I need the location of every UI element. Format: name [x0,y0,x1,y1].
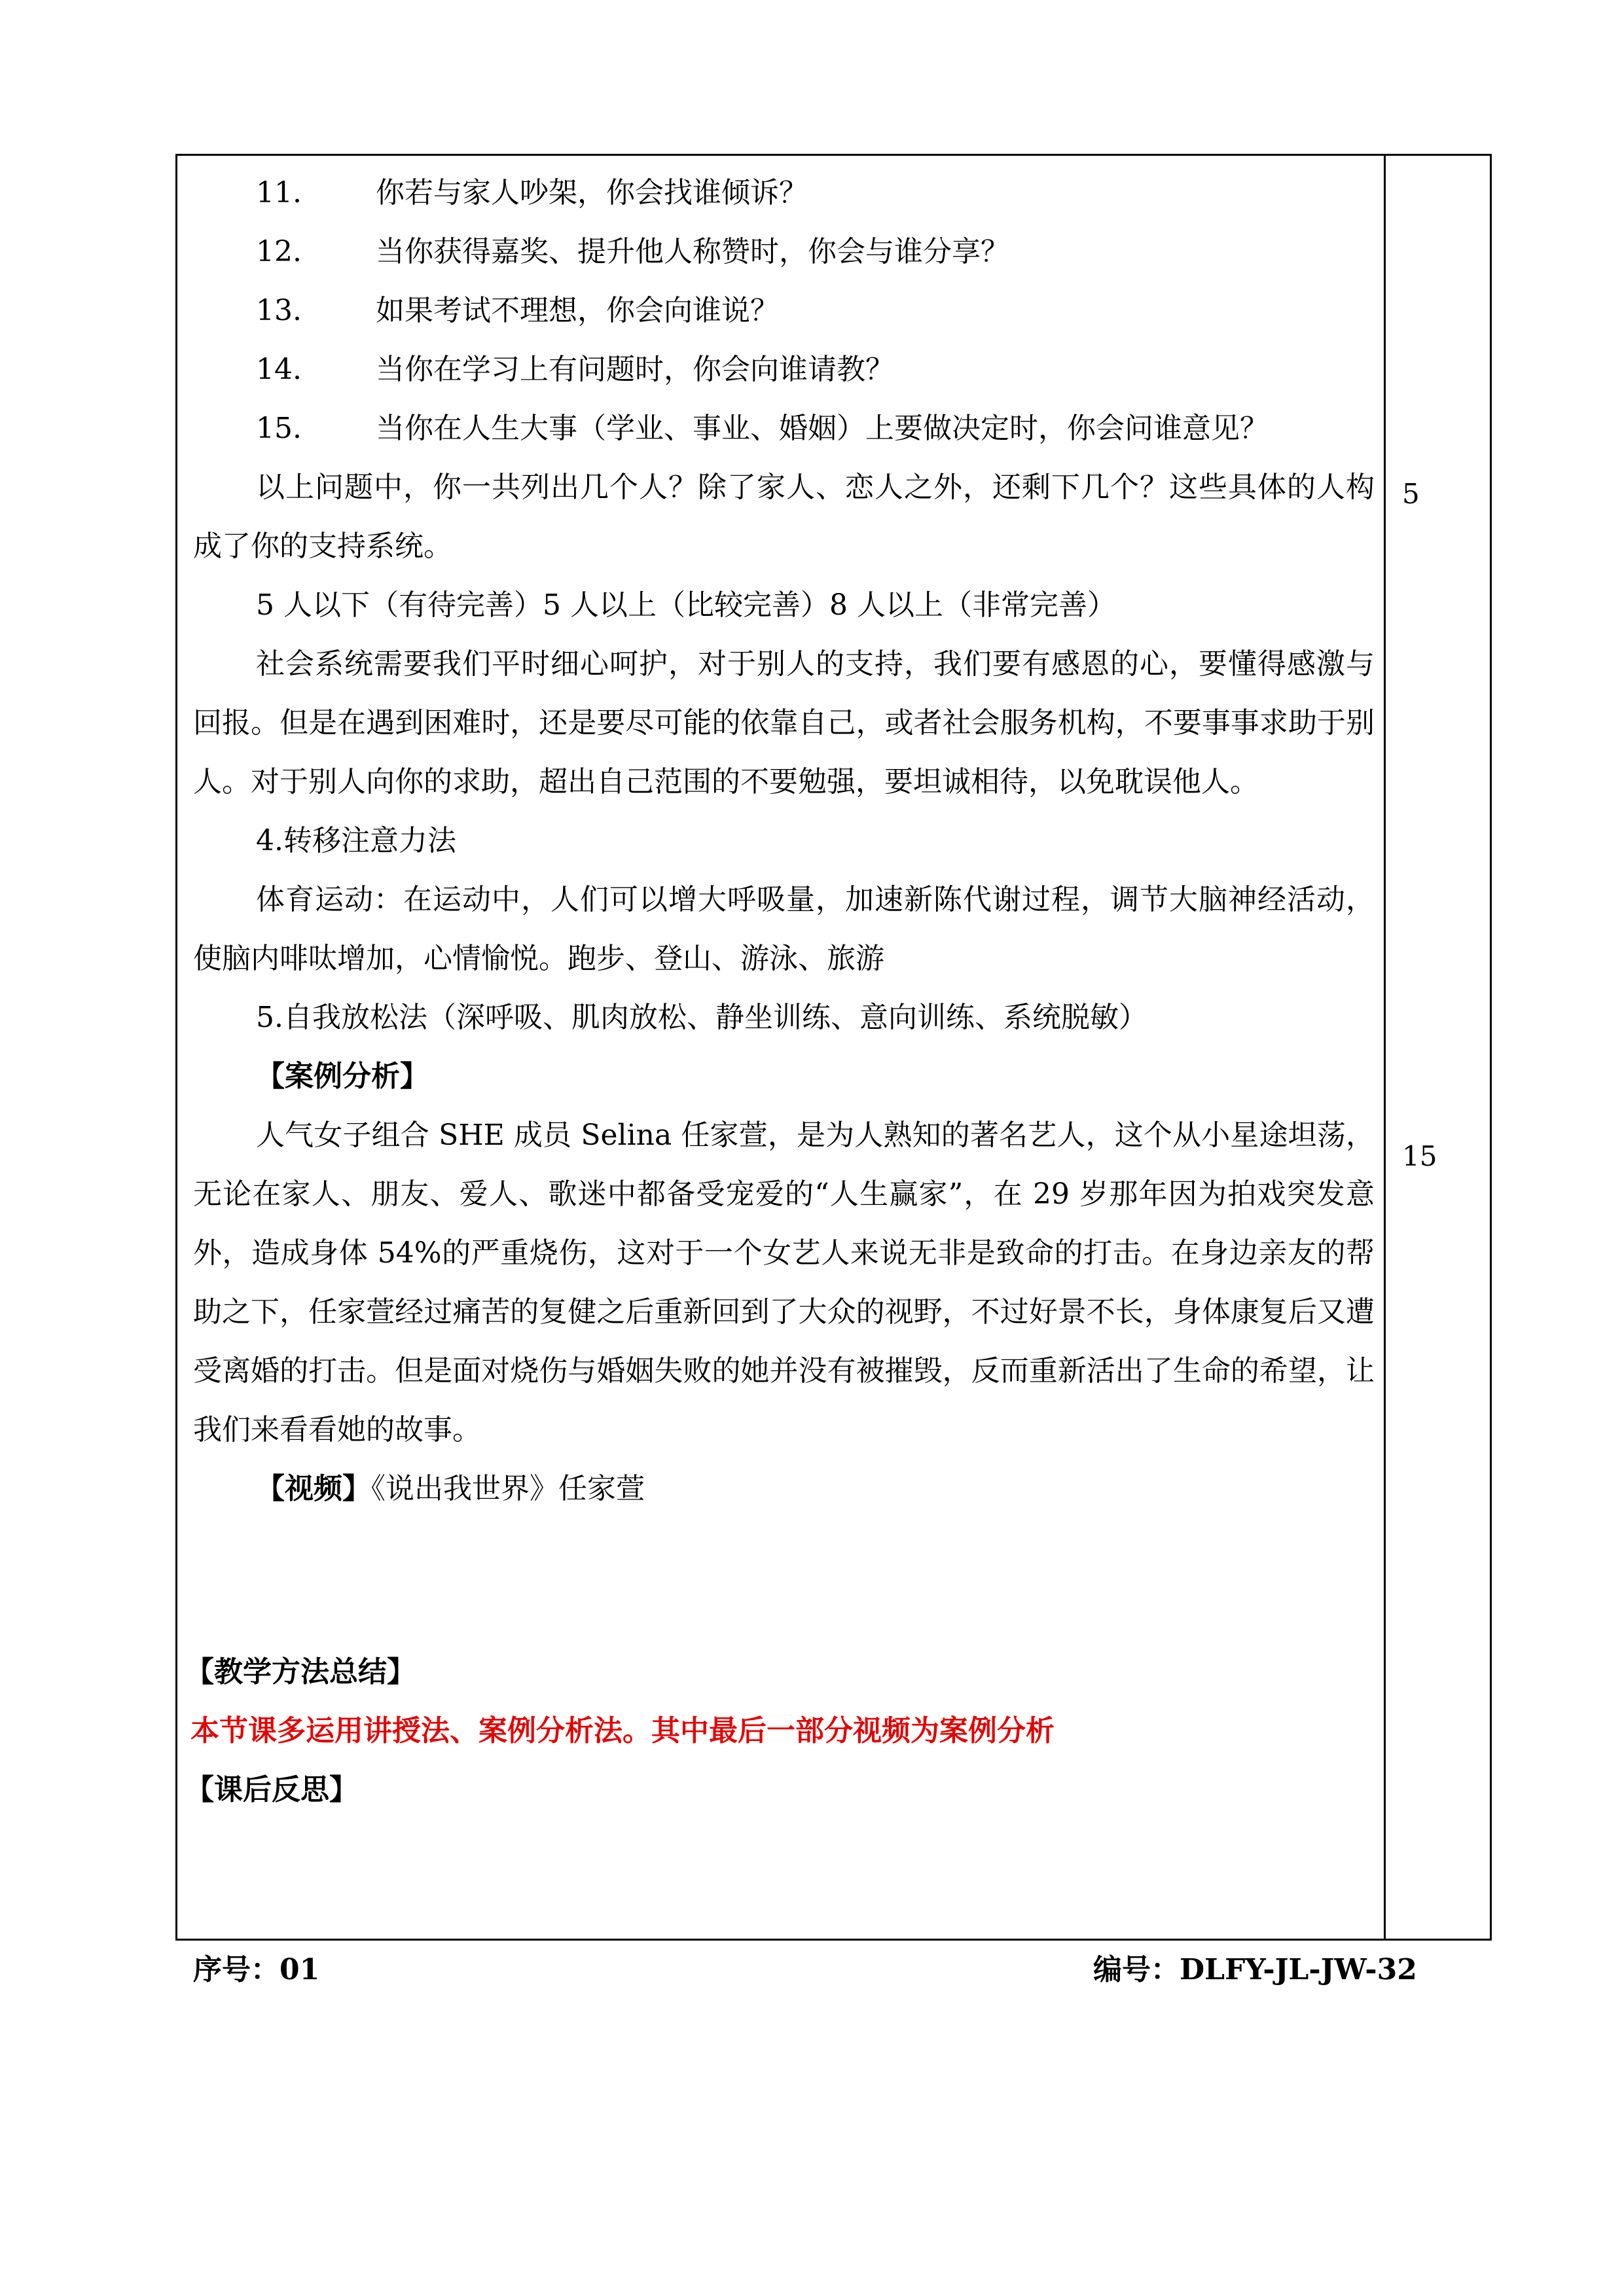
spacer [193,1518,1375,1643]
question-item: 14. 当你在学习上有问题时，你会向谁请教？ [256,353,894,386]
reflection-title: 【课后反思】 [185,1773,358,1806]
case-paragraph: 人气女子组合 SHE 成员 Selina 任家萱，是为人熟知的著名艺人，这个从小星途坦荡，无论在家人、朋友、爱人、歌迷中都备受宠爱的“人生赢家”，在 29 岁那年因为拍戏突发意外，造成身体 54%的严重烧伤，这对于一个女艺人来说无非是致命的打击。在身边亲友的帮助之下，任家萱经过痛苦的复健之后重新回到了大众的视野，不过好景不长，身体康复后又遭受离婚的打击。但是面对烧伤与婚姻失败的她并没有被摧毁，反而重新活出了生命的希望，让我们来看看她的故事。 [193,1119,1375,1446]
time-value: 15 [1402,1140,1437,1172]
question-item: 11. 你若与家人吵架，你会找谁倾诉？ [256,176,808,209]
method-summary-title: 【教学方法总结】 [185,1655,416,1689]
case-analysis-title: 【案例分析】 [256,1060,429,1093]
question-item: 13. 如果考试不理想，你会向谁说？ [256,294,779,327]
summary-paragraph: 以上问题中，你一共列出几个人？除了家人、恋人之外，还剩下几个？这些具体的人构成了你的支持系统。 [193,471,1375,563]
question-item: 12. 当你获得嘉奖、提升他人称赞时，你会与谁分享？ [256,235,1009,268]
serial-number: 序号：01 [193,1953,320,1986]
document-code: 编号：DLFY-JL-JW-32 [1093,1953,1417,1986]
lesson-content [185,164,1375,1820]
video-line: 【视频】《说出我世界》任家萱 [256,1472,645,1505]
scale-line: 5 人以下（有待完善）5 人以上（比较完善）8 人以上（非常完善） [256,588,1116,622]
time-value: 5 [1402,478,1420,510]
sports-paragraph: 体育运动：在运动中，人们可以增大呼吸量，加速新陈代谢过程，调节大脑神经活动，使脑内啡呔增加，心情愉悦。跑步、登山、游泳、旅游 [193,883,1375,975]
question-item: 15. 当你在人生大事（学业、事业、婚姻）上要做决定时，你会问谁意见？ [256,412,1269,445]
method-summary-text: 本节课多运用讲授法、案例分析法。其中最后一部分视频为案例分析 [190,1714,1055,1748]
social-system-paragraph: 社会系统需要我们平时细心呵护，对于别人的支持，我们要有感恩的心，要懂得感激与回报。但是在遇到困难时，还是要尽可能的依靠自己，或者社会服务机构，不要事事求助于别人。对于别人向你的求助，超出自己范围的不要勉强，要坦诚相待，以免耽误他人。 [193,647,1375,798]
time-column-divider [1384,154,1386,1941]
method-4-title: 4.转移注意力法 [256,824,456,857]
method-5-title: 5.自我放松法（深呼吸、肌肉放松、静坐训练、意向训练、系统脱敏） [256,1001,1147,1034]
